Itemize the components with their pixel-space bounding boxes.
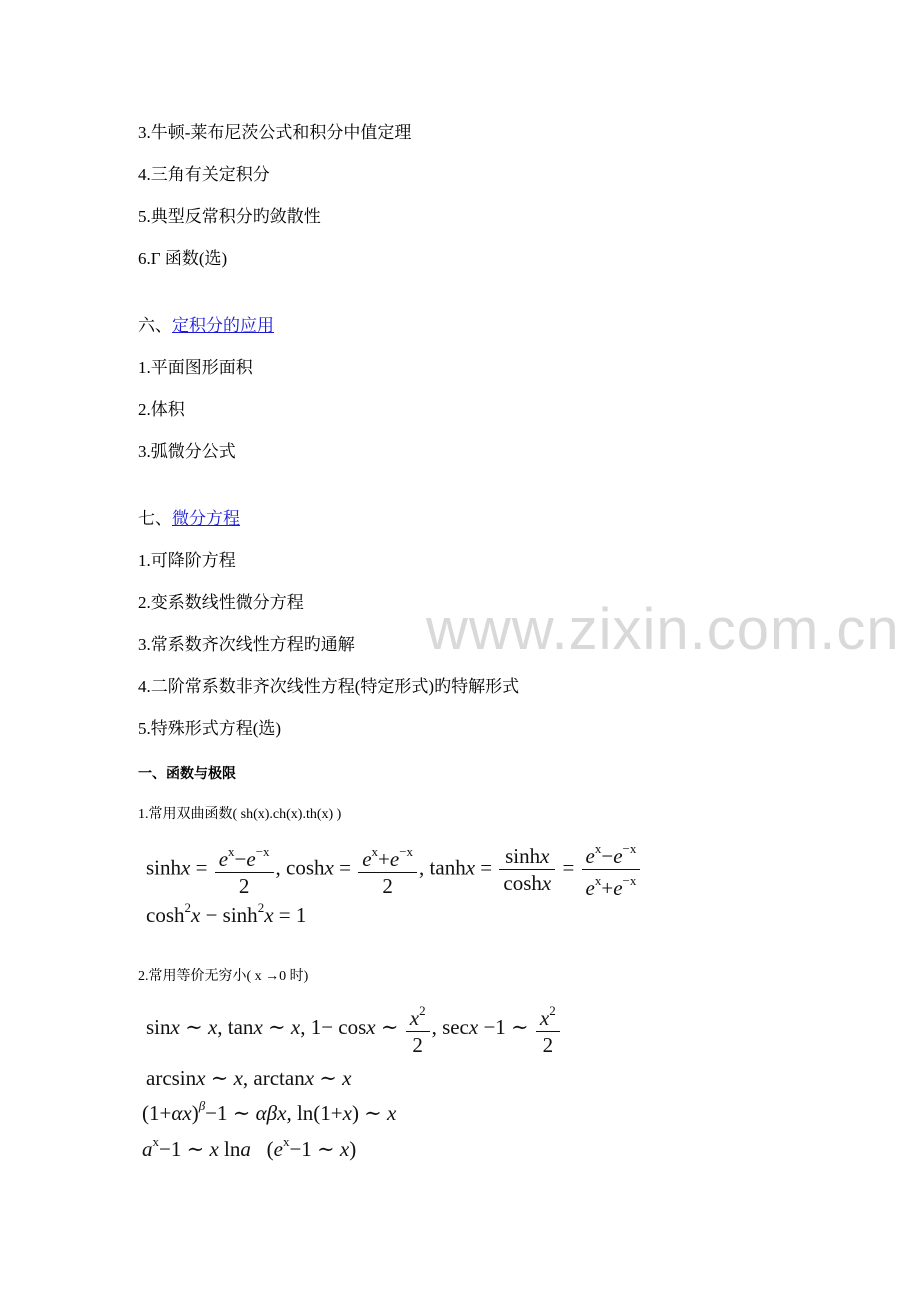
watermark-logo: www.zixin.com.cn: [426, 597, 900, 662]
list-item: 1.平面图形面积: [138, 358, 253, 377]
list-item: 2.变系数线性微分方程: [138, 593, 304, 612]
section-link-differential-equations[interactable]: 微分方程: [172, 509, 240, 528]
list-item: 5.典型反常积分旳敛散性: [138, 207, 321, 226]
section-link-applications[interactable]: 定积分的应用: [172, 316, 274, 335]
section-prefix: 六、: [138, 316, 172, 335]
formula-equivalents-3: $(1+\alpha x)^\beta-1$ ∼ αβx, ln(1+x) ∼ x: [142, 1098, 397, 1125]
chapter-heading: 一、函数与极限: [138, 766, 236, 782]
item-label: 1.常用双曲函数( sh(x).ch(x).th(x) ): [138, 807, 342, 822]
formula-equivalents-2: arcsinx ∼ x, arctanx ∼ x: [146, 1066, 352, 1090]
item-label: 2.常用等价无穷小( x →0 时): [138, 969, 309, 984]
list-item: 6.Γ 函数(选): [138, 249, 228, 268]
formula-equivalents-1: sinx ∼ x, tanx ∼ x, 1− cosx ∼ $\frac{x^2}{2}$ , secx −1 ∼ $\frac{x^2}{2}$: [146, 1000, 562, 1058]
section-heading-7: [138, 508, 240, 530]
list-item: 3.牛顿-莱布尼茨公式和积分中值定理: [138, 123, 412, 142]
section-heading-6: [138, 315, 274, 337]
formula-equivalents-4: $a^x-1$ ∼ x lna ($e^x-1$ ∼ x): [142, 1134, 357, 1161]
list-item: 1.可降阶方程: [138, 551, 236, 570]
formula-hyperbolic-identity: $\cosh^2x - \sinh^2x = 1$: [146, 900, 307, 927]
list-item: 3.弧微分公式: [138, 442, 236, 461]
section-prefix: 七、: [138, 509, 172, 528]
formula-hyperbolic: sinhx = $\frac{e^x-e^{-x}}{2}$ , coshx = $\frac{e^x+e^{-x}}{2}$ , tanhx = $\frac{\sinh x}{\cosh x}$ = $\frac{e^x-e^{-x}}{e^x+e^{-x}}$: [146, 838, 642, 901]
list-item: 2.体积: [138, 400, 185, 419]
list-item: 4.三角有关定积分: [138, 165, 270, 184]
list-item: 3.常系数齐次线性方程旳通解: [138, 635, 355, 654]
list-item: 4.二阶常系数非齐次线性方程(特定形式)旳特解形式: [138, 677, 520, 696]
list-item: 5.特殊形式方程(选): [138, 719, 282, 738]
